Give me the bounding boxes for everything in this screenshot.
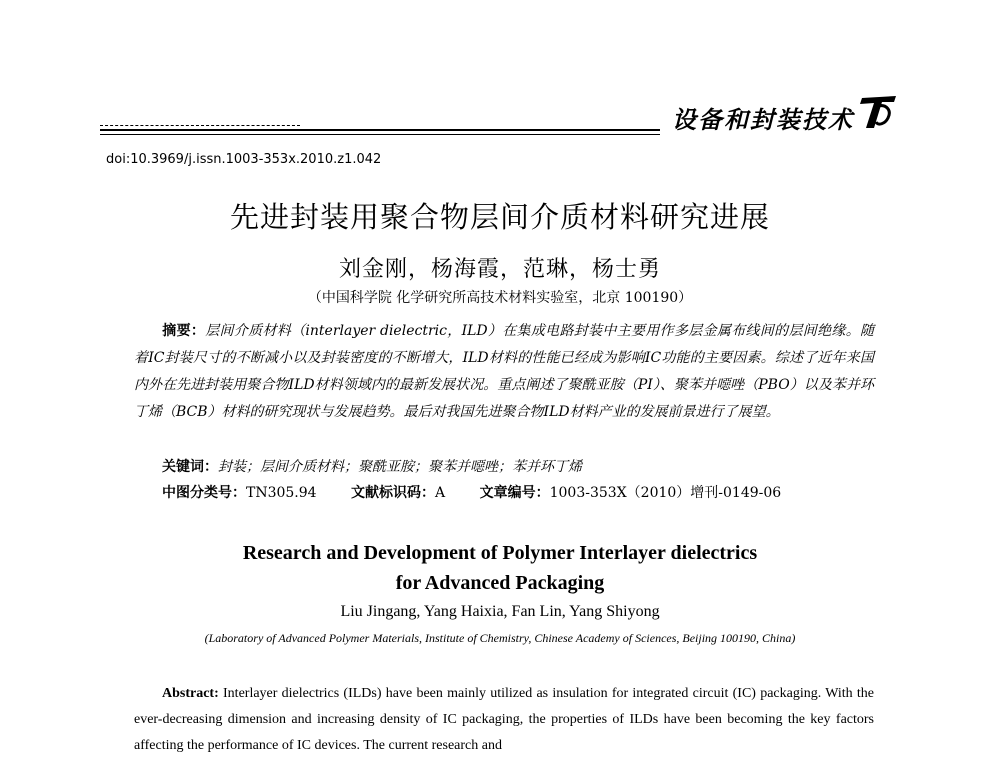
header-rule-thick xyxy=(100,129,660,131)
journal-section-name: 设备和封装技术 xyxy=(672,105,854,134)
paper-title-english xyxy=(0,538,1000,598)
authors-english: Liu Jingang, Yang Haixia, Fan Lin, Yang Shiyong xyxy=(340,603,660,620)
journal-logo-icon xyxy=(856,92,900,132)
authors-chinese: 刘金刚，杨海霞，范琳，杨士勇 xyxy=(338,257,661,282)
header-rule-thin xyxy=(100,134,660,135)
doi-line: doi:10.3969/j.issn.1003-353x.2010.z1.042 xyxy=(106,152,382,167)
document-code-label: 文献标识码： xyxy=(351,485,436,501)
title-english-line-1: Research and Development of Polymer Interlayer dielectrics xyxy=(242,542,758,564)
abstract-english-text: Interlayer dielectrics (ILDs) have been mainly utilized as insulation for integrated circuit (IC) packaging. With the ever-decreasing dimension and increasing density of IC packaging, the properties of ILDs have been becoming the key factors affecting the performance of IC devices. The current research and xyxy=(134,686,874,753)
document-code xyxy=(351,482,445,502)
title-english-line-2: for Advanced Packaging xyxy=(395,572,605,594)
paper-title-chinese: 先进封装用聚合物层间介质材料研究进展 xyxy=(229,200,770,234)
abstract-english xyxy=(134,681,874,759)
clc-value: TN305.94 xyxy=(246,485,317,501)
abstract-english-label: Abstract: xyxy=(162,686,219,701)
keywords-chinese-text: 封装；层间介质材料；聚酰亚胺；聚苯并噁唑；苯并环丁烯 xyxy=(218,459,582,475)
abstract-chinese xyxy=(134,318,874,426)
article-number xyxy=(480,482,782,502)
affiliation-english: (Laboratory of Advanced Polymer Materials, Institute of Chemistry, Chinese Academy of Sciences, Beijing 100190, China) xyxy=(204,631,796,645)
clc-label: 中图分类号： xyxy=(162,485,246,501)
abstract-chinese-label: 摘要： xyxy=(162,323,206,339)
article-number-value: 1003-353X（2010）增刊-0149-06 xyxy=(549,485,782,501)
affiliation-chinese: （中国科学院 化学研究所高技术材料实验室，北京 100190） xyxy=(307,290,693,306)
keywords-chinese xyxy=(162,456,874,476)
classification-line xyxy=(162,482,874,502)
journal-header xyxy=(0,0,1000,140)
keywords-chinese-label: 关键词： xyxy=(162,459,218,475)
document-code-value: A xyxy=(435,485,446,501)
clc-number xyxy=(162,482,317,502)
abstract-chinese-text: 层间介质材料（interlayer dielectric，ILD）在集成电路封装中主要用作多层金属布线间的层间绝缘。随着IC封装尺寸的不断减小以及封装密度的不断增大，ILD材料的性能已经成为影响IC功能的主要因素。综述了近年来国内外在先进封装用聚合物ILD材料领域内的最新发展状况。重点阐述了聚酰亚胺（PI）、聚苯并噁唑（PBO）以及苯并环丁烯（BCB）材料的研究现状与发展趋势。最后对我国先进聚合物ILD材料产业的发展前景进行了展望。 xyxy=(134,323,875,420)
header-dashed-rule xyxy=(100,125,300,126)
article-number-label: 文章编号： xyxy=(479,485,550,501)
